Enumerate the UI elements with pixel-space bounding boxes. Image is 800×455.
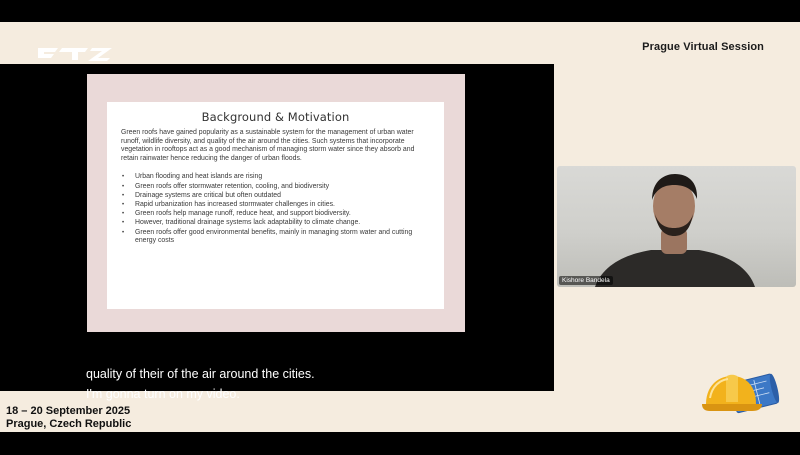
slide-bullet-text: Green roofs help manage runoff, reduce heat, and support biodiversity.	[135, 210, 351, 218]
bullet-icon: •	[122, 211, 125, 218]
event-location: Prague, Czech Republic	[6, 418, 132, 430]
slide-paragraph: Green roofs have gained popularity as a sustainable system for the management of urban water runoff, wildlife diversity, and quality of the air around the cities. Such systems that incorporate vegetation in rooftops act as a good mechanism of managing storm water since they absorb and retain rainwater hence reducing the danger of urban floods.	[121, 129, 415, 162]
slide-bullet-text: Green roofs offer good environmental benefits, mainly in managing storm water and cutting energy costs	[135, 228, 413, 245]
caption-line: quality of their of the air around the cities.	[86, 367, 315, 381]
session-title: Prague Virtual Session	[642, 41, 764, 53]
conference-stage	[0, 22, 800, 432]
slide-bullet	[121, 210, 430, 219]
participant-silhouette	[557, 166, 796, 287]
slide-content	[107, 102, 444, 309]
slide-bullet	[121, 201, 430, 210]
bullet-icon: •	[122, 183, 125, 190]
participant-name: Kishore Bandela	[559, 276, 613, 285]
bullet-icon: •	[122, 220, 125, 227]
slide-title: Background & Motivation	[201, 110, 350, 124]
caption-line: I'm gonna turn on my video.	[86, 387, 240, 401]
slide-bullet-list	[121, 173, 430, 245]
slide-bullet	[121, 219, 430, 228]
slide-bullet-text: Green roofs offer stormwater retention, cooling, and biodiversity	[135, 182, 330, 190]
slide-bullet-text: Urban flooding and heat islands are rising	[135, 173, 263, 181]
presentation-slide	[87, 74, 465, 332]
slide-bullet-text: Rapid urbanization has increased stormwater challenges in cities.	[135, 200, 335, 208]
hard-hat-blueprint-icon	[700, 368, 780, 420]
bullet-icon: •	[122, 174, 125, 181]
slide-bullet	[121, 173, 430, 182]
event-logo-icon	[36, 42, 116, 64]
bullet-icon: •	[122, 229, 125, 236]
participant-video-tile[interactable]	[557, 166, 796, 287]
event-dates: 18 – 20 September 2025	[6, 405, 131, 417]
slide-bullet-text: However, traditional drainage systems lack adaptability to climate change.	[135, 219, 361, 227]
bullet-icon: •	[122, 192, 125, 199]
live-captions	[86, 364, 315, 404]
slide-bullet	[121, 229, 430, 246]
bullet-icon: •	[122, 201, 125, 208]
slide-bullet	[121, 183, 430, 192]
slide-bullet-text: Drainage systems are critical but often outdated	[135, 191, 281, 199]
bottom-black-bar	[0, 432, 800, 455]
slide-bullet	[121, 192, 430, 201]
screen-share-area	[0, 64, 554, 401]
top-black-bar	[0, 0, 800, 22]
